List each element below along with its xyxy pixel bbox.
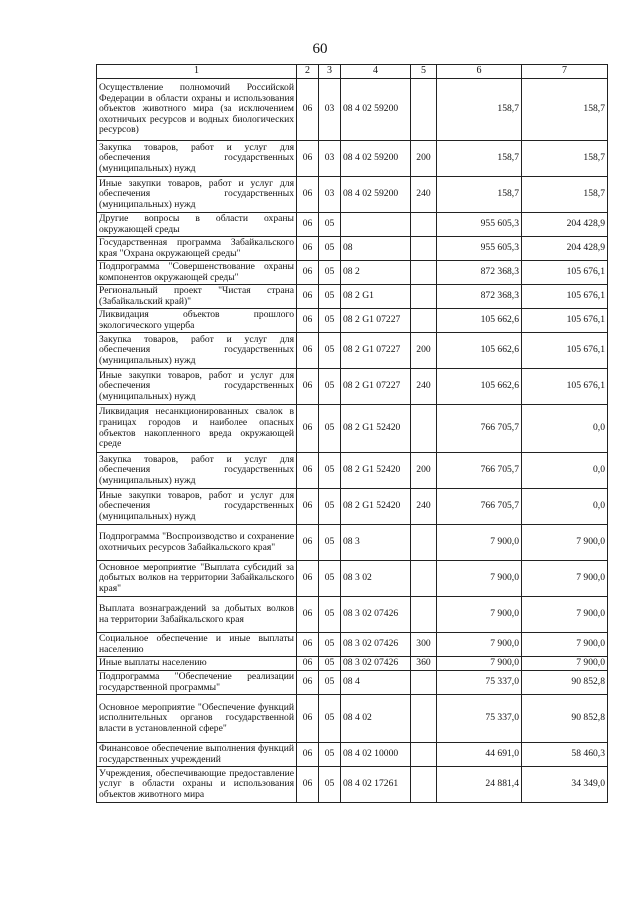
row-subsection: 05: [319, 767, 341, 803]
row-amount-year1: 7 900,0: [437, 633, 522, 657]
row-amount-year2: 7 900,0: [522, 597, 608, 633]
row-section: 06: [297, 767, 319, 803]
row-name: Закупка товаров, работ и услуг для обеспечения государственных (муниципальных) нужд: [97, 453, 297, 489]
row-expense-type: 200: [411, 333, 437, 369]
row-amount-year2: 105 676,1: [522, 369, 608, 405]
row-name: Основное мероприятие "Обеспечение функций исполнительных органов государственной власти в установленной сфере": [97, 695, 297, 743]
row-expense-type: [411, 767, 437, 803]
row-name: Социальное обеспечение и иные выплаты населению: [97, 633, 297, 657]
row-amount-year1: 766 705,7: [437, 489, 522, 525]
table-row: [97, 405, 608, 453]
col-header: 5: [411, 65, 437, 79]
row-expense-type: [411, 213, 437, 237]
row-amount-year1: 766 705,7: [437, 453, 522, 489]
row-section: 06: [297, 141, 319, 177]
row-name: Выплата вознаграждений за добытых волков на территории Забайкальского края: [97, 597, 297, 633]
row-expense-type: 360: [411, 657, 437, 671]
row-name: Финансовое обеспечение выполнения функций государственных учреждений: [97, 743, 297, 767]
row-expense-type: 200: [411, 141, 437, 177]
table-row: [97, 633, 608, 657]
row-subsection: 05: [319, 369, 341, 405]
row-amount-year2: 58 460,3: [522, 743, 608, 767]
row-expense-type: 240: [411, 489, 437, 525]
row-amount-year2: 90 852,8: [522, 671, 608, 695]
row-section: 06: [297, 695, 319, 743]
row-name: Региональный проект "Чистая страна (Забайкальский край)": [97, 285, 297, 309]
row-expense-type: 240: [411, 369, 437, 405]
row-amount-year1: 955 605,3: [437, 237, 522, 261]
row-subsection: 05: [319, 261, 341, 285]
table-row: [97, 261, 608, 285]
col-header: 1: [97, 65, 297, 79]
row-subsection: 03: [319, 141, 341, 177]
row-amount-year1: 955 605,3: [437, 213, 522, 237]
row-subsection: 05: [319, 561, 341, 597]
row-amount-year2: 7 900,0: [522, 525, 608, 561]
row-amount-year2: 7 900,0: [522, 657, 608, 671]
row-amount-year1: 872 368,3: [437, 261, 522, 285]
row-expense-type: [411, 597, 437, 633]
row-amount-year2: 0,0: [522, 489, 608, 525]
row-name: Осуществление полномочий Российской Федерации в области охраны и использования объектов животного мира (за исключением охотничьих ресурсов и водных биологических ресурсов): [97, 79, 297, 141]
row-subsection: 05: [319, 525, 341, 561]
row-section: 06: [297, 261, 319, 285]
table-row: [97, 657, 608, 671]
row-amount-year1: 158,7: [437, 177, 522, 213]
row-subsection: 05: [319, 657, 341, 671]
row-expense-type: [411, 405, 437, 453]
row-subsection: 05: [319, 489, 341, 525]
row-section: 06: [297, 453, 319, 489]
row-section: 06: [297, 237, 319, 261]
row-target-code: 08 4 02 59200: [341, 177, 411, 213]
row-subsection: 05: [319, 597, 341, 633]
row-name: Иные закупки товаров, работ и услуг для обеспечения государственных (муниципальных) нужд: [97, 177, 297, 213]
header-row: [97, 65, 608, 79]
row-subsection: 05: [319, 695, 341, 743]
row-section: 06: [297, 743, 319, 767]
row-amount-year1: 44 691,0: [437, 743, 522, 767]
col-header: 7: [522, 65, 608, 79]
row-subsection: 05: [319, 237, 341, 261]
row-amount-year1: 7 900,0: [437, 561, 522, 597]
row-subsection: 05: [319, 285, 341, 309]
row-target-code: 08: [341, 237, 411, 261]
row-section: 06: [297, 213, 319, 237]
row-name: Закупка товаров, работ и услуг для обеспечения государственных (муниципальных) нужд: [97, 141, 297, 177]
row-section: 06: [297, 405, 319, 453]
row-expense-type: [411, 695, 437, 743]
row-amount-year1: 24 881,4: [437, 767, 522, 803]
row-section: 06: [297, 561, 319, 597]
row-target-code: 08 4: [341, 671, 411, 695]
row-expense-type: [411, 743, 437, 767]
row-subsection: 05: [319, 405, 341, 453]
row-expense-type: [411, 79, 437, 141]
row-subsection: 05: [319, 213, 341, 237]
row-amount-year1: 105 662,6: [437, 369, 522, 405]
table-row: [97, 309, 608, 333]
row-expense-type: [411, 237, 437, 261]
row-target-code: 08 3 02 07426: [341, 597, 411, 633]
table-row: [97, 141, 608, 177]
row-target-code: 08 3 02: [341, 561, 411, 597]
row-section: 06: [297, 671, 319, 695]
row-amount-year2: 105 676,1: [522, 309, 608, 333]
table-row: [97, 213, 608, 237]
row-amount-year2: 204 428,9: [522, 213, 608, 237]
row-amount-year2: 7 900,0: [522, 561, 608, 597]
row-name: Иные выплаты населению: [97, 657, 297, 671]
row-section: 06: [297, 525, 319, 561]
row-name: Подпрограмма "Обеспечение реализации государственной программы": [97, 671, 297, 695]
table-row: [97, 453, 608, 489]
row-subsection: 05: [319, 453, 341, 489]
col-header: 3: [319, 65, 341, 79]
row-name: Государственная программа Забайкальского края "Охрана окружающей среды": [97, 237, 297, 261]
row-target-code: 08 3 02 07426: [341, 657, 411, 671]
row-expense-type: 200: [411, 453, 437, 489]
row-name: Иные закупки товаров, работ и услуг для обеспечения государственных (муниципальных) нужд: [97, 369, 297, 405]
row-expense-type: [411, 671, 437, 695]
row-amount-year2: 158,7: [522, 141, 608, 177]
row-target-code: 08 2 G1 52420: [341, 453, 411, 489]
row-expense-type: [411, 525, 437, 561]
row-amount-year1: 75 337,0: [437, 671, 522, 695]
row-amount-year2: 105 676,1: [522, 285, 608, 309]
row-section: 06: [297, 369, 319, 405]
table-row: [97, 79, 608, 141]
row-target-code: 08 4 02 59200: [341, 79, 411, 141]
row-expense-type: 240: [411, 177, 437, 213]
table-row: [97, 489, 608, 525]
row-name: Ликвидация объектов прошлого экологического ущерба: [97, 309, 297, 333]
row-section: 06: [297, 333, 319, 369]
row-section: 06: [297, 309, 319, 333]
row-subsection: 03: [319, 177, 341, 213]
row-amount-year2: 34 349,0: [522, 767, 608, 803]
row-name: Подпрограмма "Совершенствование охраны компонентов окружающей среды": [97, 261, 297, 285]
row-amount-year2: 105 676,1: [522, 333, 608, 369]
row-amount-year1: 7 900,0: [437, 525, 522, 561]
row-amount-year1: 75 337,0: [437, 695, 522, 743]
row-target-code: 08 2 G1 07227: [341, 369, 411, 405]
budget-table: [96, 64, 608, 803]
row-subsection: 05: [319, 309, 341, 333]
row-amount-year2: 90 852,8: [522, 695, 608, 743]
row-subsection: 05: [319, 671, 341, 695]
table-row: [97, 525, 608, 561]
row-expense-type: 300: [411, 633, 437, 657]
row-section: 06: [297, 633, 319, 657]
row-target-code: 08 4 02 17261: [341, 767, 411, 803]
row-target-code: 08 2 G1 52420: [341, 489, 411, 525]
page-number: 60: [312, 41, 328, 57]
row-amount-year2: 158,7: [522, 79, 608, 141]
col-header: 6: [437, 65, 522, 79]
row-amount-year1: 7 900,0: [437, 597, 522, 633]
row-amount-year2: 0,0: [522, 453, 608, 489]
row-amount-year1: 105 662,6: [437, 333, 522, 369]
row-amount-year2: 204 428,9: [522, 237, 608, 261]
row-amount-year1: 158,7: [437, 141, 522, 177]
row-subsection: 05: [319, 333, 341, 369]
row-expense-type: [411, 309, 437, 333]
row-expense-type: [411, 561, 437, 597]
row-section: 06: [297, 597, 319, 633]
row-section: 06: [297, 79, 319, 141]
row-name: Закупка товаров, работ и услуг для обеспечения государственных (муниципальных) нужд: [97, 333, 297, 369]
row-amount-year1: 872 368,3: [437, 285, 522, 309]
row-target-code: 08 2 G1 07227: [341, 333, 411, 369]
table-row: [97, 237, 608, 261]
row-amount-year1: 766 705,7: [437, 405, 522, 453]
table-row: [97, 369, 608, 405]
row-target-code: 08 2 G1: [341, 285, 411, 309]
row-section: 06: [297, 177, 319, 213]
row-target-code: [341, 213, 411, 237]
table-row: [97, 285, 608, 309]
row-subsection: 05: [319, 633, 341, 657]
row-target-code: 08 4 02 59200: [341, 141, 411, 177]
row-section: 06: [297, 489, 319, 525]
table-row: [97, 597, 608, 633]
col-header: 2: [297, 65, 319, 79]
row-amount-year2: 7 900,0: [522, 633, 608, 657]
row-amount-year2: 0,0: [522, 405, 608, 453]
table-row: [97, 695, 608, 743]
row-target-code: 08 3: [341, 525, 411, 561]
row-name: Другие вопросы в области охраны окружающей среды: [97, 213, 297, 237]
row-target-code: 08 2: [341, 261, 411, 285]
table-row: [97, 561, 608, 597]
table-row: [97, 767, 608, 803]
row-subsection: 05: [319, 743, 341, 767]
row-section: 06: [297, 657, 319, 671]
row-amount-year1: 158,7: [437, 79, 522, 141]
row-name: Ликвидация несанкционированных свалок в границах городов и наиболее опасных объектов накопленного вреда окружающей среде: [97, 405, 297, 453]
row-expense-type: [411, 261, 437, 285]
row-name: Подпрограмма "Воспроизводство и сохранение охотничьих ресурсов Забайкальского края": [97, 525, 297, 561]
row-target-code: 08 4 02 10000: [341, 743, 411, 767]
row-section: 06: [297, 285, 319, 309]
row-amount-year1: 7 900,0: [437, 657, 522, 671]
row-subsection: 03: [319, 79, 341, 141]
row-target-code: 08 3 02 07426: [341, 633, 411, 657]
table-row: [97, 743, 608, 767]
row-name: Иные закупки товаров, работ и услуг для обеспечения государственных (муниципальных) нужд: [97, 489, 297, 525]
table-row: [97, 671, 608, 695]
row-amount-year2: 158,7: [522, 177, 608, 213]
row-name: Основное мероприятие "Выплата субсидий за добытых волков на территории Забайкальского края": [97, 561, 297, 597]
row-name: Учреждения, обеспечивающие предоставление услуг в области охраны и использования объектов животного мира: [97, 767, 297, 803]
table-row: [97, 333, 608, 369]
table-row: [97, 177, 608, 213]
row-target-code: 08 4 02: [341, 695, 411, 743]
row-target-code: 08 2 G1 52420: [341, 405, 411, 453]
row-target-code: 08 2 G1 07227: [341, 309, 411, 333]
col-header: 4: [341, 65, 411, 79]
row-amount-year1: 105 662,6: [437, 309, 522, 333]
row-amount-year2: 105 676,1: [522, 261, 608, 285]
row-expense-type: [411, 285, 437, 309]
